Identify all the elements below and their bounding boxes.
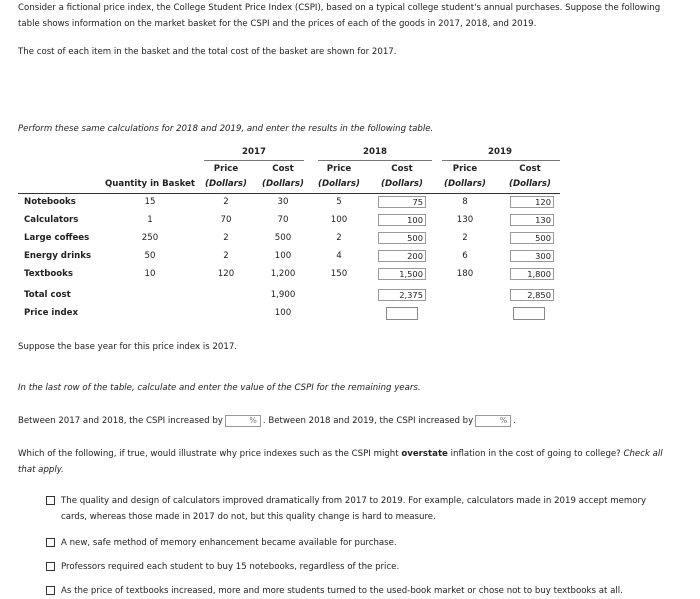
row-price-2018: 5 [336, 197, 342, 207]
increase-2018-2019-text: . Between 2018 and 2019, the CSPI increased by [262, 416, 474, 426]
year-2019-rule [442, 160, 560, 161]
cost-2017-unit: (Dollars) [262, 179, 304, 189]
row-cost-2018-input[interactable]: 75 [378, 196, 426, 208]
checkbox[interactable] [46, 538, 55, 547]
market-basket-table [18, 146, 560, 326]
option-label: The quality and design of calculators improved dramatically from 2017 to 2019. For example, calculators made in 2019 accept memory cards, whereas those made in 2017 do not, but this quality change is hard to measure. [61, 496, 647, 522]
checkbox[interactable] [46, 562, 55, 571]
checkbox[interactable] [46, 496, 55, 505]
increase-2018-2019-input[interactable] [475, 415, 511, 427]
base-year-note: Suppose the base year for this price index is 2017. [18, 342, 238, 352]
row-cost-2019-input[interactable]: 500 [510, 232, 554, 244]
year-2018-rule [318, 160, 432, 161]
cost-2019-unit: (Dollars) [509, 179, 551, 189]
cost-note: The cost of each item in the basket and the total cost of the basket are shown for 2017. [18, 47, 397, 57]
row-price-2019: 2 [462, 233, 468, 243]
option-label: A new, safe method of memory enhancement became available for purchase. [61, 538, 397, 548]
increase-2017-2018-text: Between 2017 and 2018, the CSPI increased by [18, 416, 223, 426]
row-price-2019: 130 [456, 215, 474, 225]
row-item-label: Textbooks [24, 269, 73, 279]
row-price-2018: 4 [336, 251, 342, 261]
price-index-label: Price index [24, 308, 78, 318]
question-emphasis: overstate [401, 449, 448, 459]
price-index-2017: 100 [274, 308, 292, 318]
total-cost-2017: 1,900 [270, 290, 296, 300]
row-price-2019: 6 [462, 251, 468, 261]
price-index-2018-input[interactable] [386, 307, 418, 320]
percent-sign: % [499, 416, 508, 425]
increase-2017-2018-input[interactable] [225, 415, 261, 427]
row-cost-2017: 70 [277, 215, 289, 225]
increase-sentence [18, 413, 516, 429]
quantity-header: Quantity in Basket [104, 179, 196, 189]
row-price-2017: 2 [223, 197, 229, 207]
row-quantity: 1 [147, 215, 153, 225]
question-post: inflation in the cost of going to college? [447, 449, 624, 459]
row-price-2018: 150 [330, 269, 348, 279]
row-item-label: Notebooks [24, 197, 76, 207]
price-2019-header: Price [452, 164, 478, 174]
row-cost-2017: 500 [274, 233, 292, 243]
row-item-label: Energy drinks [24, 251, 92, 261]
checkbox[interactable] [46, 586, 55, 595]
total-cost-label: Total cost [24, 290, 71, 300]
row-cost-2019-input[interactable]: 1,800 [510, 268, 554, 280]
total-cost-2019-input[interactable]: 2,850 [510, 289, 554, 301]
row-cost-2017: 100 [274, 251, 292, 261]
row-quantity: 15 [144, 197, 156, 207]
question-instruction: Check all that apply. [18, 449, 663, 475]
year-2017-rule [204, 160, 304, 161]
row-cost-2018-input[interactable]: 200 [378, 250, 426, 262]
row-price-2017: 120 [217, 269, 235, 279]
perform-note: Perform these same calculations for 2018 and 2019, and enter the results in the following table. [18, 124, 434, 134]
cost-2018-header: Cost [391, 164, 413, 174]
question-text [18, 446, 678, 478]
header-rule [18, 193, 560, 194]
option-memory-enhancement[interactable] [46, 535, 661, 551]
sentence-end: . [513, 416, 516, 426]
last-row-instruction: In the last row of the table, calculate and enter the value of the CSPI for the remaining years. [18, 383, 421, 393]
row-quantity: 250 [141, 233, 159, 243]
option-textbook-substitution[interactable] [46, 583, 661, 599]
option-fixed-notebooks[interactable] [46, 559, 661, 575]
price-index-2019-input[interactable] [513, 307, 545, 320]
row-cost-2017: 1,200 [270, 269, 296, 279]
row-cost-2018-input[interactable]: 500 [378, 232, 426, 244]
row-price-2019: 8 [462, 197, 468, 207]
price-2017-header: Price [213, 164, 239, 174]
cost-2019-header: Cost [519, 164, 541, 174]
intro-paragraph: Consider a fictional price index, the College Student Price Index (CSPI), based on a typical college student's annual purchases. Suppose the following table shows information on the market basket for the CSPI and the prices of each of the goods in 2017, 2018, and 2019. [18, 3, 661, 29]
row-cost-2019-input[interactable]: 300 [510, 250, 554, 262]
option-quality-calculators[interactable] [46, 493, 661, 525]
year-2017-header: 2017 [242, 147, 266, 157]
price-2019-unit: (Dollars) [444, 179, 486, 189]
row-price-2019: 180 [456, 269, 474, 279]
row-quantity: 10 [144, 269, 156, 279]
row-price-2018: 100 [330, 215, 348, 225]
percent-sign: % [249, 416, 257, 425]
row-cost-2018-input[interactable]: 1,500 [378, 268, 426, 280]
question-pre: Which of the following, if true, would illustrate why price indexes such as the CSPI might [18, 449, 402, 459]
cost-2017-header: Cost [272, 164, 294, 174]
year-2018-header: 2018 [363, 147, 387, 157]
year-2019-header: 2019 [488, 147, 512, 157]
price-2017-unit: (Dollars) [205, 179, 247, 189]
row-cost-2017: 30 [277, 197, 289, 207]
row-price-2018: 2 [336, 233, 342, 243]
row-cost-2018-input[interactable]: 100 [378, 214, 426, 226]
price-2018-header: Price [326, 164, 352, 174]
row-cost-2019-input[interactable]: 130 [510, 214, 554, 226]
option-label: Professors required each student to buy 15 notebooks, regardless of the price. [61, 562, 400, 572]
row-quantity: 50 [144, 251, 156, 261]
option-label: As the price of textbooks increased, more and more students turned to the used-book market or chose not to buy textbooks at all. [61, 586, 623, 596]
total-cost-2018-input[interactable]: 2,375 [378, 289, 426, 301]
row-price-2017: 70 [220, 215, 232, 225]
row-cost-2019-input[interactable]: 120 [510, 196, 554, 208]
row-item-label: Large coffees [24, 233, 90, 243]
row-price-2017: 2 [223, 233, 229, 243]
cost-2018-unit: (Dollars) [381, 179, 423, 189]
row-price-2017: 2 [223, 251, 229, 261]
row-item-label: Calculators [24, 215, 79, 225]
price-2018-unit: (Dollars) [318, 179, 360, 189]
